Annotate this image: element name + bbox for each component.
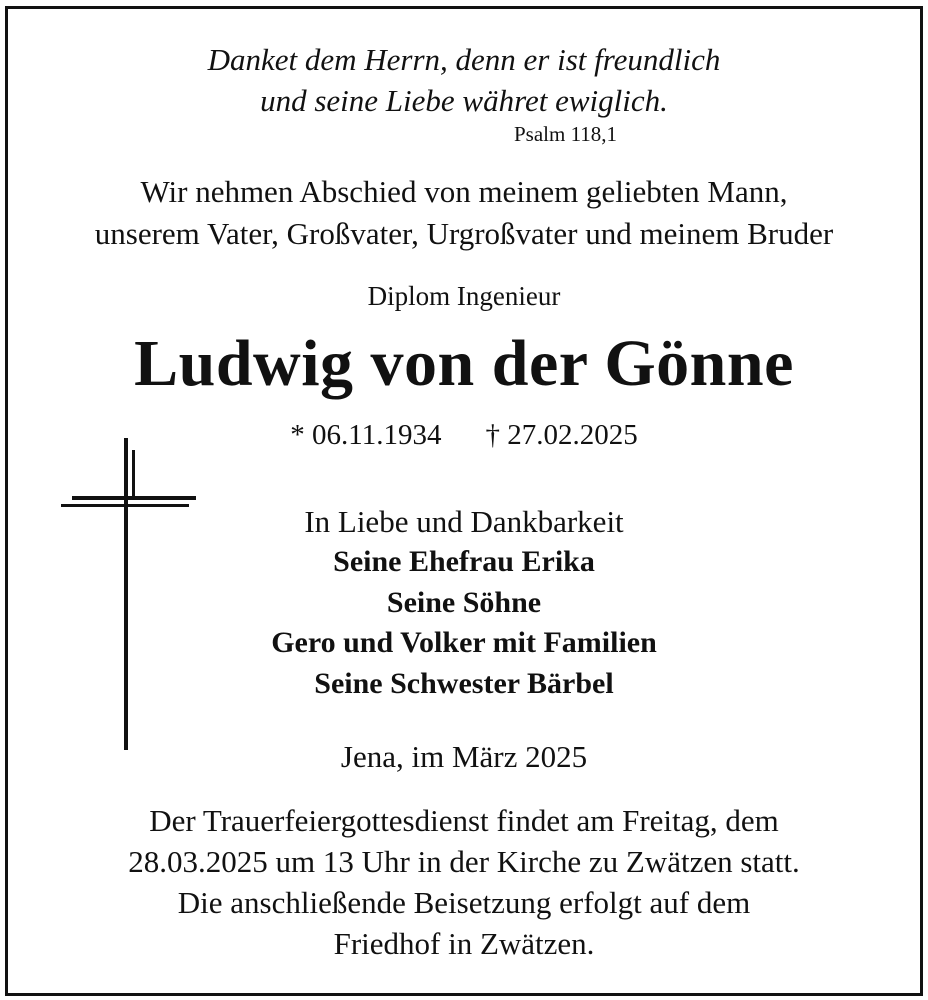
deceased-title: Diplom Ingenieur [367, 281, 561, 311]
death-date: † 27.02.2025 [485, 419, 638, 451]
service-line-4: Friedhof in Zwätzen. [333, 926, 595, 961]
service-line-1: Der Trauerfeiergottesdienst findet am Freitag, dem [149, 803, 779, 838]
deceased-name: Ludwig von der Gönne [134, 327, 794, 400]
verse-reference: Psalm 118,1 [514, 122, 618, 146]
service-line-3: Die anschließende Beisetzung erfolgt auf dem [177, 885, 751, 920]
intro-line-2: unserem Vater, Großvater, Urgroßvater und meinem Bruder [94, 216, 834, 251]
mourner-line: Seine Ehefrau Erika [333, 545, 595, 578]
intro-line-1: Wir nehmen Abschied von meinem geliebten Mann, [140, 174, 788, 209]
place-date: Jena, im März 2025 [340, 739, 588, 774]
verse-line-2: und seine Liebe währet ewiglich. [260, 83, 668, 118]
mourners-intro: In Liebe und Dankbarkeit [304, 504, 624, 539]
service-line-2: 28.03.2025 um 13 Uhr in der Kirche zu Zwätzen statt. [128, 844, 800, 879]
mourner-line: Gero und Volker mit Familien [271, 626, 657, 659]
mourner-line: Seine Söhne [386, 586, 542, 619]
birth-date: * 06.11.1934 [290, 419, 442, 451]
verse-line-1: Danket dem Herrn, denn er ist freundlich [207, 42, 721, 77]
life-dates [0, 421, 928, 450]
mourner-line: Seine Schwester Bärbel [314, 667, 614, 700]
